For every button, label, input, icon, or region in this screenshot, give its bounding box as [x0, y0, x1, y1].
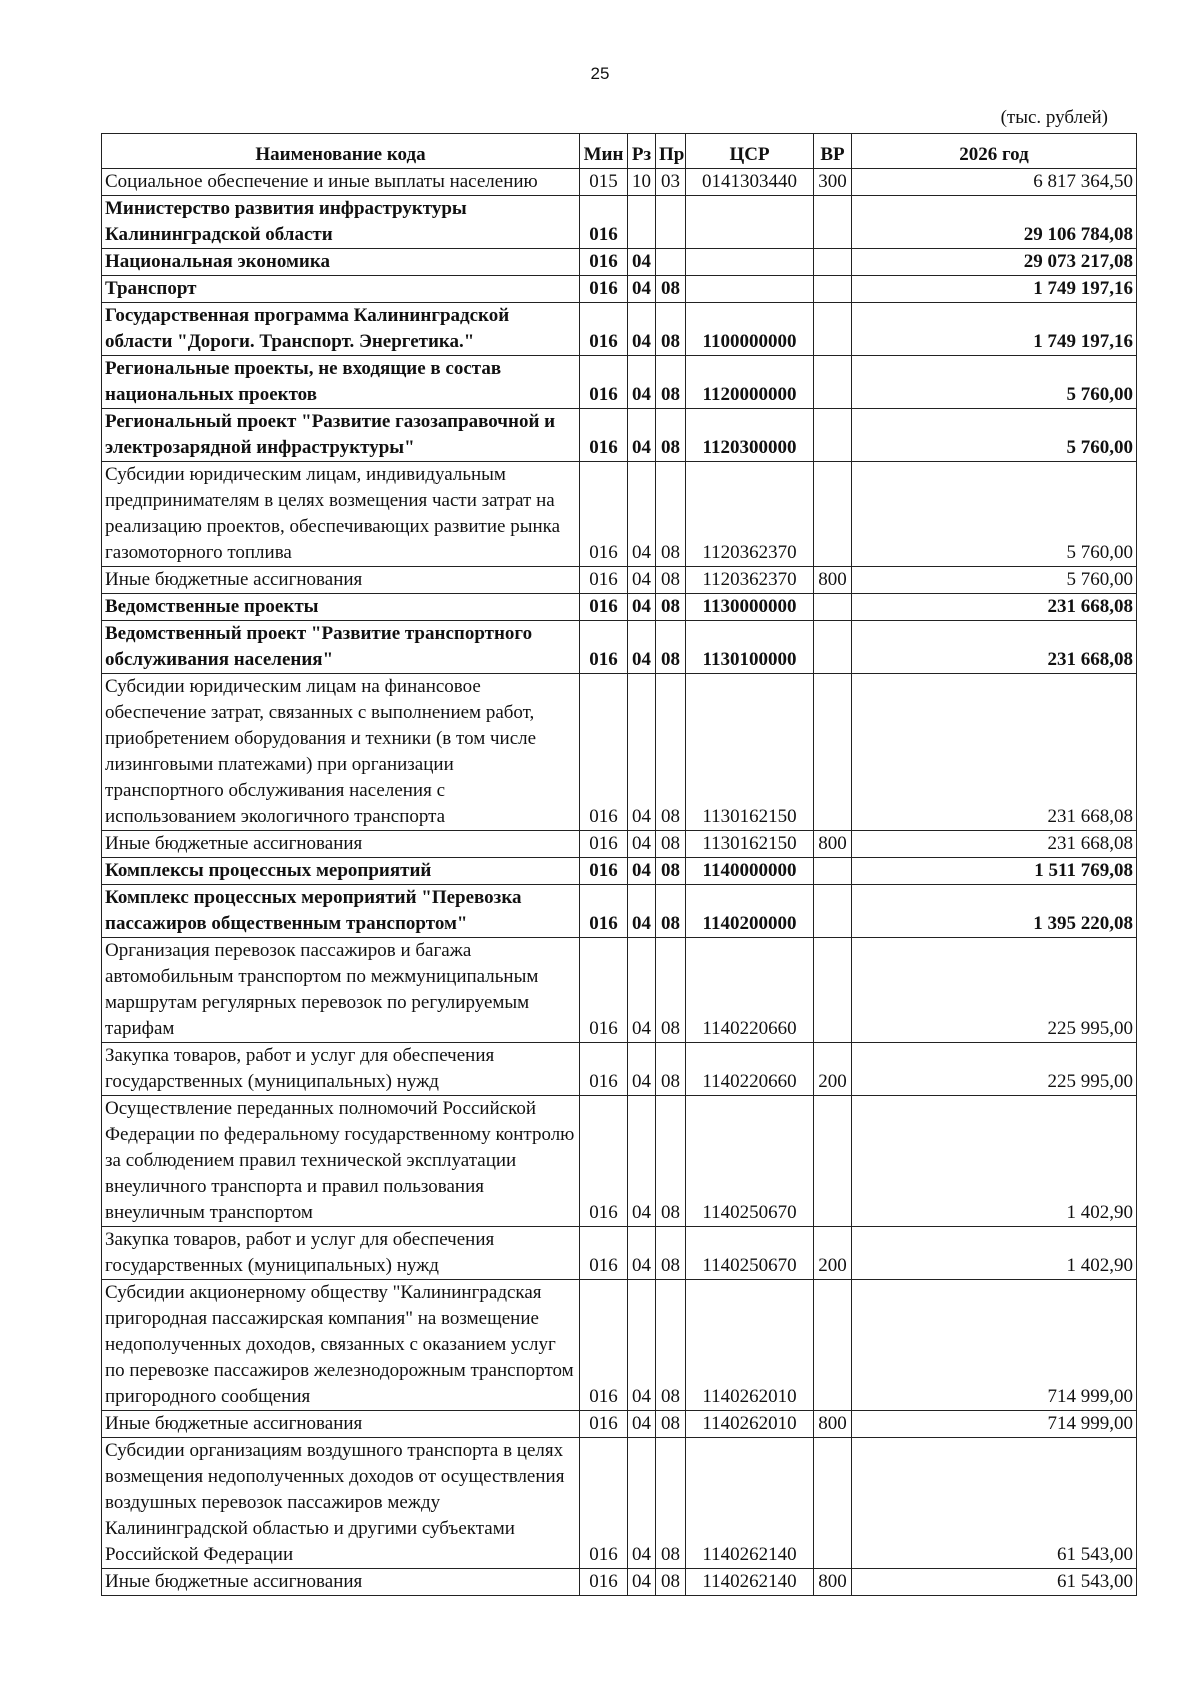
table-row [102, 462, 1137, 567]
budget-table [101, 133, 1137, 1596]
cell-pr [656, 196, 686, 249]
cell-amount: 1 402,90 [852, 1096, 1137, 1227]
cell-amount: 29 106 784,08 [852, 196, 1137, 249]
cell-min: 016 [580, 1438, 628, 1569]
cell-pr [656, 249, 686, 276]
cell-amount: 231 668,08 [852, 594, 1137, 621]
cell-vr: 200 [814, 1043, 852, 1096]
cell-name: Иные бюджетные ассигнования [102, 1411, 580, 1438]
cell-amount: 1 395 220,08 [852, 885, 1137, 938]
cell-amount: 5 760,00 [852, 462, 1137, 567]
cell-min: 016 [580, 1411, 628, 1438]
cell-name: Социальное обеспечение и иные выплаты населению [102, 169, 580, 196]
cell-min: 016 [580, 1227, 628, 1280]
header-pr: Пр [656, 134, 686, 169]
cell-rz: 04 [628, 858, 656, 885]
cell-name: Транспорт [102, 276, 580, 303]
table-row [102, 303, 1137, 356]
cell-min: 016 [580, 1569, 628, 1596]
cell-min: 016 [580, 621, 628, 674]
cell-rz: 10 [628, 169, 656, 196]
cell-vr [814, 674, 852, 831]
cell-min: 016 [580, 1043, 628, 1096]
cell-pr: 08 [656, 1043, 686, 1096]
cell-rz: 04 [628, 1569, 656, 1596]
cell-amount: 6 817 364,50 [852, 169, 1137, 196]
cell-csr: 1140000000 [686, 858, 814, 885]
cell-pr: 08 [656, 621, 686, 674]
cell-name: Ведомственные проекты [102, 594, 580, 621]
cell-vr [814, 276, 852, 303]
cell-name: Субсидии акционерному обществу "Калининградская пригородная пассажирская компания" на возмещение недополученных доходов, связанных с оказанием услуг по перевозке пассажиров железнодорожным транспортом пригородного сообщения [102, 1280, 580, 1411]
cell-name: Национальная экономика [102, 249, 580, 276]
cell-rz: 04 [628, 303, 656, 356]
cell-name: Субсидии организациям воздушного транспорта в целях возмещения недополученных доходов от осуществления воздушных перевозок пассажиров между Калининградской областью и другими субъектами Российской Федерации [102, 1438, 580, 1569]
cell-vr: 800 [814, 567, 852, 594]
cell-rz: 04 [628, 621, 656, 674]
cell-pr: 08 [656, 1227, 686, 1280]
header-name: Наименование кода [102, 134, 580, 169]
cell-amount: 714 999,00 [852, 1411, 1137, 1438]
cell-name: Субсидии юридическим лицам, индивидуальным предпринимателям в целях возмещения части затрат на реализацию проектов, обеспечивающих развитие рынка газомоторного топлива [102, 462, 580, 567]
cell-rz: 04 [628, 831, 656, 858]
cell-vr [814, 1096, 852, 1227]
cell-name: Государственная программа Калининградской области "Дороги. Транспорт. Энергетика." [102, 303, 580, 356]
table-row [102, 938, 1137, 1043]
cell-amount: 231 668,08 [852, 621, 1137, 674]
cell-vr [814, 1280, 852, 1411]
cell-csr: 1120362370 [686, 567, 814, 594]
cell-vr [814, 621, 852, 674]
cell-csr: 1140220660 [686, 1043, 814, 1096]
cell-csr [686, 276, 814, 303]
cell-vr [814, 1438, 852, 1569]
cell-vr [814, 409, 852, 462]
cell-min: 016 [580, 1096, 628, 1227]
cell-csr: 1140250670 [686, 1096, 814, 1227]
cell-vr [814, 885, 852, 938]
cell-name: Министерство развития инфраструктуры Калининградской области [102, 196, 580, 249]
cell-amount: 225 995,00 [852, 1043, 1137, 1096]
cell-rz: 04 [628, 1096, 656, 1227]
cell-vr: 800 [814, 1411, 852, 1438]
cell-min: 016 [580, 858, 628, 885]
cell-name: Иные бюджетные ассигнования [102, 567, 580, 594]
cell-min: 016 [580, 831, 628, 858]
cell-rz: 04 [628, 1227, 656, 1280]
cell-vr [814, 356, 852, 409]
cell-csr: 1130000000 [686, 594, 814, 621]
cell-csr: 1140262140 [686, 1569, 814, 1596]
cell-amount: 231 668,08 [852, 674, 1137, 831]
table-row [102, 831, 1137, 858]
cell-rz: 04 [628, 462, 656, 567]
cell-name: Закупка товаров, работ и услуг для обеспечения государственных (муниципальных) нужд [102, 1043, 580, 1096]
cell-rz: 04 [628, 249, 656, 276]
cell-name: Региональные проекты, не входящие в состав национальных проектов [102, 356, 580, 409]
cell-min: 016 [580, 409, 628, 462]
cell-name: Организация перевозок пассажиров и багажа автомобильным транспортом по межмуниципальным маршрутам регулярных перевозок по регулируемым тарифам [102, 938, 580, 1043]
cell-pr: 08 [656, 462, 686, 567]
cell-pr: 08 [656, 858, 686, 885]
cell-vr [814, 196, 852, 249]
cell-csr: 1130162150 [686, 674, 814, 831]
header-year: 2026 год [852, 134, 1137, 169]
cell-vr: 300 [814, 169, 852, 196]
cell-min: 016 [580, 938, 628, 1043]
cell-pr: 08 [656, 674, 686, 831]
cell-min: 016 [580, 276, 628, 303]
cell-amount: 5 760,00 [852, 409, 1137, 462]
cell-vr [814, 303, 852, 356]
cell-rz: 04 [628, 1438, 656, 1569]
cell-vr [814, 938, 852, 1043]
cell-csr: 1120000000 [686, 356, 814, 409]
cell-min: 016 [580, 303, 628, 356]
cell-min: 016 [580, 356, 628, 409]
cell-pr: 08 [656, 303, 686, 356]
cell-amount: 1 511 769,08 [852, 858, 1137, 885]
table-row [102, 409, 1137, 462]
cell-pr: 08 [656, 1569, 686, 1596]
cell-name: Закупка товаров, работ и услуг для обеспечения государственных (муниципальных) нужд [102, 1227, 580, 1280]
cell-pr: 08 [656, 938, 686, 1043]
cell-rz: 04 [628, 594, 656, 621]
cell-pr: 08 [656, 1411, 686, 1438]
cell-min: 016 [580, 462, 628, 567]
cell-pr: 08 [656, 1096, 686, 1227]
header-csr: ЦСР [686, 134, 814, 169]
cell-amount: 5 760,00 [852, 356, 1137, 409]
units-label: (тыс. рублей) [1000, 107, 1108, 128]
cell-csr [686, 196, 814, 249]
cell-name: Субсидии юридическим лицам на финансовое обеспечение затрат, связанных с выполнением работ, приобретением оборудования и техники (в том числе лизинговыми платежами) при организации транспортного обслуживания населения с использованием экологичного транспорта [102, 674, 580, 831]
cell-vr: 800 [814, 831, 852, 858]
cell-csr: 1120300000 [686, 409, 814, 462]
table-row [102, 567, 1137, 594]
cell-name: Иные бюджетные ассигнования [102, 831, 580, 858]
cell-pr: 08 [656, 594, 686, 621]
cell-pr: 08 [656, 1280, 686, 1411]
cell-pr: 08 [656, 567, 686, 594]
cell-amount: 1 749 197,16 [852, 276, 1137, 303]
cell-name: Иные бюджетные ассигнования [102, 1569, 580, 1596]
cell-name: Комплексы процессных мероприятий [102, 858, 580, 885]
cell-vr: 800 [814, 1569, 852, 1596]
cell-rz: 04 [628, 567, 656, 594]
cell-name: Комплекс процессных мероприятий "Перевозка пассажиров общественным транспортом" [102, 885, 580, 938]
table-row [102, 621, 1137, 674]
cell-pr: 08 [656, 831, 686, 858]
cell-vr [814, 858, 852, 885]
table-row [102, 1438, 1137, 1569]
table-row [102, 249, 1137, 276]
table-row [102, 674, 1137, 831]
cell-amount: 61 543,00 [852, 1438, 1137, 1569]
table-row [102, 858, 1137, 885]
table-row [102, 1411, 1137, 1438]
table-row [102, 276, 1137, 303]
cell-rz: 04 [628, 938, 656, 1043]
table-row [102, 1280, 1137, 1411]
header-min: Мин [580, 134, 628, 169]
cell-vr [814, 594, 852, 621]
table-row [102, 594, 1137, 621]
cell-csr: 1100000000 [686, 303, 814, 356]
cell-min: 016 [580, 885, 628, 938]
cell-min: 016 [580, 196, 628, 249]
cell-name: Ведомственный проект "Развитие транспортного обслуживания населения" [102, 621, 580, 674]
cell-csr: 1140262010 [686, 1280, 814, 1411]
table-row [102, 1569, 1137, 1596]
cell-csr: 1140262010 [686, 1411, 814, 1438]
cell-pr: 08 [656, 276, 686, 303]
cell-min: 015 [580, 169, 628, 196]
cell-rz: 04 [628, 885, 656, 938]
cell-min: 016 [580, 1280, 628, 1411]
cell-csr: 1140200000 [686, 885, 814, 938]
cell-amount: 5 760,00 [852, 567, 1137, 594]
cell-pr: 08 [656, 409, 686, 462]
cell-rz: 04 [628, 1411, 656, 1438]
cell-rz: 04 [628, 409, 656, 462]
table-row [102, 885, 1137, 938]
cell-min: 016 [580, 674, 628, 831]
header-vr: ВР [814, 134, 852, 169]
cell-csr: 0141303440 [686, 169, 814, 196]
cell-min: 016 [580, 594, 628, 621]
cell-name: Региональный проект "Развитие газозаправочной и электрозарядной инфраструктуры" [102, 409, 580, 462]
cell-csr: 1140220660 [686, 938, 814, 1043]
cell-rz: 04 [628, 1043, 656, 1096]
cell-rz: 04 [628, 1280, 656, 1411]
table-row [102, 1227, 1137, 1280]
cell-rz: 04 [628, 356, 656, 409]
cell-vr [814, 249, 852, 276]
cell-pr: 03 [656, 169, 686, 196]
cell-amount: 1 749 197,16 [852, 303, 1137, 356]
cell-rz: 04 [628, 276, 656, 303]
cell-amount: 61 543,00 [852, 1569, 1137, 1596]
cell-csr: 1120362370 [686, 462, 814, 567]
cell-amount: 225 995,00 [852, 938, 1137, 1043]
table-row [102, 1096, 1137, 1227]
cell-pr: 08 [656, 1438, 686, 1569]
cell-pr: 08 [656, 885, 686, 938]
cell-min: 016 [580, 249, 628, 276]
cell-pr: 08 [656, 356, 686, 409]
page-number: 25 [590, 64, 610, 83]
cell-amount: 29 073 217,08 [852, 249, 1137, 276]
cell-amount: 714 999,00 [852, 1280, 1137, 1411]
cell-min: 016 [580, 567, 628, 594]
table-row [102, 1043, 1137, 1096]
cell-name: Осуществление переданных полномочий Российской Федерации по федеральному государственному контролю за соблюдением правил технической эксплуатации внеуличного транспорта и правил пользования внеуличным транспортом [102, 1096, 580, 1227]
cell-csr: 1140250670 [686, 1227, 814, 1280]
table-row [102, 356, 1137, 409]
table-row [102, 196, 1137, 249]
cell-rz [628, 196, 656, 249]
cell-csr: 1140262140 [686, 1438, 814, 1569]
cell-vr: 200 [814, 1227, 852, 1280]
cell-amount: 231 668,08 [852, 831, 1137, 858]
cell-csr: 1130162150 [686, 831, 814, 858]
table-row [102, 169, 1137, 196]
cell-rz: 04 [628, 674, 656, 831]
cell-amount: 1 402,90 [852, 1227, 1137, 1280]
cell-csr [686, 249, 814, 276]
cell-vr [814, 462, 852, 567]
header-rz: Рз [628, 134, 656, 169]
table-header-row [102, 134, 1137, 169]
cell-csr: 1130100000 [686, 621, 814, 674]
